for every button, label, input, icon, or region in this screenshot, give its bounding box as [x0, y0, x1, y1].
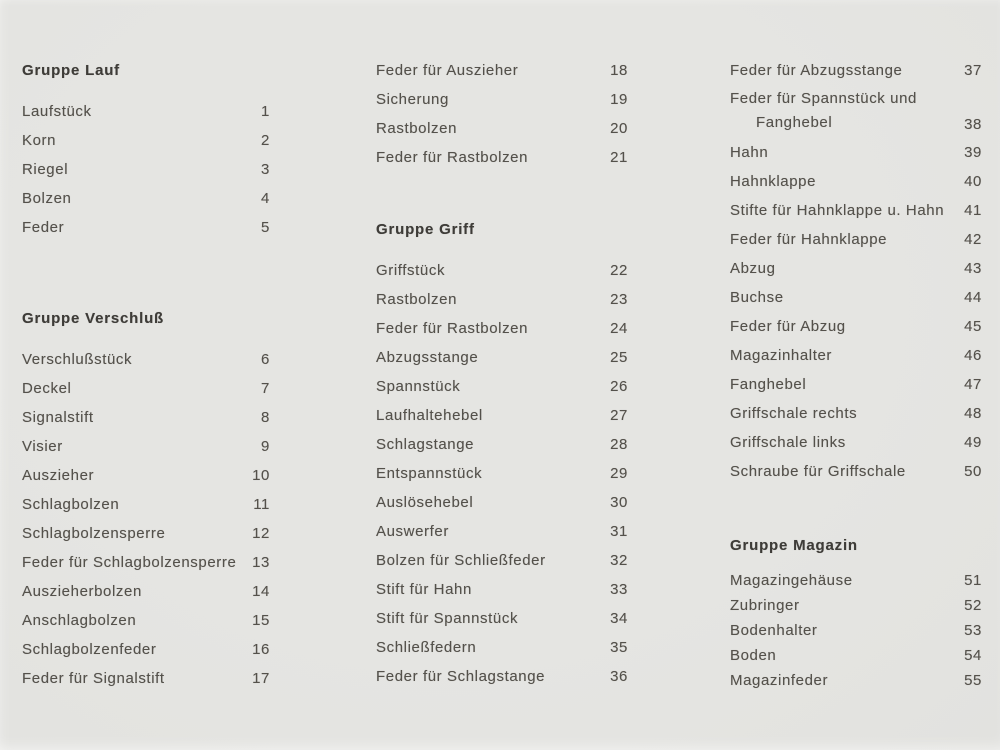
parts-column-right	[730, 0, 982, 693]
part-label-group	[376, 120, 457, 137]
part-label-group	[376, 91, 449, 108]
parts-list-item	[730, 225, 982, 254]
part-label: Magazingehäuse	[730, 572, 853, 589]
part-label: Schraube für Griffschale	[730, 463, 906, 480]
part-label-group	[730, 231, 887, 248]
part-number: 46	[964, 347, 982, 364]
parts-list-item	[730, 56, 982, 85]
parts-list-item	[22, 97, 270, 126]
parts-list-item	[376, 604, 628, 633]
part-label-group	[730, 434, 846, 451]
part-label: Stift für Hahn	[376, 581, 472, 598]
part-label: Abzugsstange	[376, 349, 479, 366]
part-label-group	[22, 612, 136, 629]
part-label-group	[376, 494, 473, 511]
part-number: 45	[964, 318, 982, 335]
part-number: 35	[610, 639, 628, 656]
parts-list-item	[376, 256, 628, 285]
part-number: 49	[964, 434, 982, 451]
part-label: Signalstift	[22, 409, 94, 426]
part-number: 24	[610, 320, 628, 337]
parts-list-item	[376, 143, 628, 172]
part-number: 25	[610, 349, 628, 366]
part-label: Griffschale rechts	[730, 405, 858, 422]
parts-list-item	[22, 519, 270, 548]
parts-list-item	[376, 314, 628, 343]
part-label-group	[376, 378, 460, 395]
parts-section	[376, 215, 628, 691]
part-label-group	[730, 647, 776, 664]
parts-list-item	[376, 517, 628, 546]
part-label: Abzug	[730, 260, 776, 277]
parts-list-item	[730, 668, 982, 693]
parts-list-item	[376, 401, 628, 430]
part-label-group	[730, 173, 816, 190]
part-number: 41	[964, 202, 982, 219]
part-label: Hahn	[730, 144, 769, 161]
part-label-group	[376, 149, 528, 166]
part-label-group	[730, 318, 846, 335]
parts-list-item	[730, 428, 982, 457]
part-number: 18	[610, 62, 628, 79]
part-number: 54	[964, 647, 982, 664]
part-label: Zubringer	[730, 597, 800, 614]
part-number: 52	[964, 597, 982, 614]
part-number: 44	[964, 289, 982, 306]
part-label-group	[22, 496, 119, 513]
part-label-group	[730, 347, 832, 364]
part-label: Schlagbolzenfeder	[22, 641, 157, 658]
part-number: 42	[964, 231, 982, 248]
part-number: 5	[261, 219, 270, 236]
part-label: Feder für Schlagstange	[376, 668, 546, 685]
part-number: 3	[261, 161, 270, 178]
parts-list-item	[22, 184, 270, 213]
part-number: 36	[610, 668, 628, 685]
part-number: 29	[610, 465, 628, 482]
parts-list-item	[730, 399, 982, 428]
parts-list-item	[22, 345, 270, 374]
part-label-group	[376, 668, 545, 685]
part-number: 43	[964, 260, 982, 277]
parts-section	[22, 304, 270, 693]
parts-list-item	[22, 664, 270, 693]
part-label: Griffstück	[376, 262, 446, 279]
part-number: 51	[964, 572, 982, 589]
parts-list-item	[376, 372, 628, 401]
part-label: Hahnklappe	[730, 173, 817, 190]
part-number: 34	[610, 610, 628, 627]
parts-list-item	[22, 126, 270, 155]
part-label: Feder für Abzug	[730, 318, 846, 335]
part-label-group	[376, 581, 472, 598]
part-label-group	[22, 583, 142, 600]
parts-list-item	[376, 488, 628, 517]
part-number: 17	[252, 670, 270, 687]
parts-list-item	[730, 85, 982, 138]
part-label: Rastbolzen	[376, 291, 458, 308]
part-label-group	[730, 62, 902, 79]
part-label-group	[22, 467, 94, 484]
part-label: Boden	[730, 647, 777, 664]
part-number: 53	[964, 622, 982, 639]
parts-list-item	[730, 593, 982, 618]
part-label-group	[730, 463, 906, 480]
part-label-group	[376, 407, 483, 424]
part-label-group	[22, 351, 132, 368]
part-label: Stifte für Hahnklappe u. Hahn	[730, 202, 945, 219]
part-number: 7	[261, 380, 270, 397]
part-label-group	[730, 144, 768, 161]
parts-list-item	[22, 577, 270, 606]
part-label-group	[730, 572, 853, 589]
part-number: 12	[252, 525, 270, 542]
parts-list-item	[22, 461, 270, 490]
parts-list-item	[730, 254, 982, 283]
part-number: 22	[610, 262, 628, 279]
parts-list-item	[22, 213, 270, 242]
part-label: Feder	[22, 219, 65, 236]
part-label-group	[376, 639, 476, 656]
part-label: Feder für Abzugsstange	[730, 62, 903, 79]
parts-list-item	[376, 56, 628, 85]
parts-list-item	[730, 138, 982, 167]
part-label: Anschlagbolzen	[22, 612, 137, 629]
part-number: 40	[964, 173, 982, 190]
parts-list-item	[22, 635, 270, 664]
parts-list-item	[22, 432, 270, 461]
parts-list-item	[22, 490, 270, 519]
part-label: Buchse	[730, 289, 784, 306]
part-number: 2	[261, 132, 270, 149]
part-label-group	[22, 132, 56, 149]
parts-list-item	[730, 283, 982, 312]
part-label: Auszieher	[22, 467, 95, 484]
parts-list-item	[730, 341, 982, 370]
part-number: 13	[252, 554, 270, 571]
parts-list-item	[376, 575, 628, 604]
part-label-group	[22, 190, 71, 207]
part-label: Verschlußstück	[22, 351, 133, 368]
parts-list-item	[376, 633, 628, 662]
part-label-group	[730, 622, 818, 639]
part-label-group	[376, 62, 518, 79]
part-label: Entspannstück	[376, 465, 483, 482]
part-label: Laufstück	[22, 103, 92, 120]
parts-section	[730, 531, 982, 693]
part-number: 27	[610, 407, 628, 424]
parts-section	[22, 56, 270, 242]
parts-list-item	[376, 459, 628, 488]
part-label: Bolzen für Schließfeder	[376, 552, 546, 569]
part-number: 6	[261, 351, 270, 368]
part-label-group	[22, 161, 68, 178]
part-label-group	[730, 376, 806, 393]
part-number: 28	[610, 436, 628, 453]
part-label: Feder für Signalstift	[22, 670, 165, 687]
part-label: Magazinhalter	[730, 347, 833, 364]
parts-list-item	[730, 457, 982, 486]
part-number: 33	[610, 581, 628, 598]
part-label: Stift für Spannstück	[376, 610, 519, 627]
group-header: Gruppe Griff	[376, 221, 475, 238]
part-label-group	[376, 523, 449, 540]
group-header: Gruppe Lauf	[22, 62, 120, 79]
part-label-group	[376, 291, 457, 308]
parts-list-item	[376, 85, 628, 114]
part-number: 55	[964, 672, 982, 689]
parts-list-item	[22, 606, 270, 635]
part-label: Rastbolzen	[376, 120, 458, 137]
part-label: Bolzen	[22, 190, 72, 207]
part-label: Riegel	[22, 161, 69, 178]
part-number: 16	[252, 641, 270, 658]
parts-column-left	[22, 0, 270, 693]
part-label: Auswerfer	[376, 523, 449, 540]
part-number: 48	[964, 405, 982, 422]
part-label: Feder für Rastbolzen	[376, 149, 529, 166]
group-header: Gruppe Verschluß	[22, 310, 164, 327]
part-label: Auslösehebel	[376, 494, 474, 511]
parts-list-item	[730, 167, 982, 196]
part-number: 9	[261, 438, 270, 455]
part-number: 37	[964, 62, 982, 79]
group-header: Gruppe Magazin	[730, 537, 858, 554]
part-number: 30	[610, 494, 628, 511]
part-label-group	[22, 670, 165, 687]
part-label-group	[22, 380, 71, 397]
part-number: 19	[610, 91, 628, 108]
parts-list-item	[730, 370, 982, 399]
parts-list-item	[376, 285, 628, 314]
part-label-group	[22, 641, 156, 658]
part-label: Magazinfeder	[730, 672, 829, 689]
part-label: Schlagbolzen	[22, 496, 120, 513]
part-label: Schließfedern	[376, 639, 477, 656]
parts-section	[376, 56, 628, 172]
part-label-group	[22, 103, 92, 120]
part-label: Feder für Auszieher	[376, 62, 519, 79]
part-label: Visier	[22, 438, 63, 455]
parts-list-item	[22, 548, 270, 577]
part-label: Feder für Rastbolzen	[376, 320, 529, 337]
part-label: Fanghebel	[730, 376, 807, 393]
part-number: 23	[610, 291, 628, 308]
part-number: 11	[253, 496, 270, 513]
part-label-group	[22, 438, 63, 455]
parts-list-item	[730, 196, 982, 225]
parts-list-item	[22, 403, 270, 432]
part-number: 20	[610, 120, 628, 137]
part-label-group	[22, 409, 94, 426]
part-label-group	[22, 219, 64, 236]
parts-list-item	[22, 155, 270, 184]
part-label-group	[376, 436, 474, 453]
part-label-group	[730, 405, 857, 422]
part-number: 15	[252, 612, 270, 629]
part-label-continuation: Fanghebel	[756, 114, 833, 131]
parts-list-item	[376, 546, 628, 575]
part-label: Spannstück	[376, 378, 461, 395]
parts-list-item	[730, 618, 982, 643]
part-label-group	[376, 349, 478, 366]
part-label-group	[376, 610, 518, 627]
parts-list-item	[22, 374, 270, 403]
part-number: 8	[261, 409, 270, 426]
part-label: Bodenhalter	[730, 622, 818, 639]
part-label-group	[730, 672, 828, 689]
parts-list-item	[376, 343, 628, 372]
part-number: 26	[610, 378, 628, 395]
part-label: Schlagstange	[376, 436, 475, 453]
part-label: Feder für Schlagbolzensperre	[22, 554, 237, 571]
part-label-group	[730, 289, 784, 306]
parts-list-item	[376, 662, 628, 691]
part-label-group	[730, 87, 917, 135]
part-number: 50	[964, 463, 982, 480]
part-label-group	[730, 260, 776, 277]
part-label: Schlagbolzensperre	[22, 525, 166, 542]
part-number: 14	[252, 583, 270, 600]
part-number: 21	[610, 149, 628, 166]
part-label: Griffschale links	[730, 434, 846, 451]
parts-section	[730, 56, 982, 486]
parts-list-item	[730, 643, 982, 668]
part-number: 10	[252, 467, 270, 484]
part-label-group	[376, 262, 445, 279]
part-label: Korn	[22, 132, 57, 149]
parts-list-item	[376, 430, 628, 459]
part-number: 39	[964, 144, 982, 161]
part-label-group	[376, 320, 528, 337]
part-number: 31	[610, 523, 628, 540]
part-label: Sicherung	[376, 91, 449, 108]
part-label: Laufhaltehebel	[376, 407, 483, 424]
parts-column-middle	[376, 0, 628, 691]
part-number: 32	[610, 552, 628, 569]
part-label-group	[22, 525, 165, 542]
part-label-group	[376, 465, 482, 482]
part-label-group	[730, 202, 944, 219]
part-label: Feder für Spannstück und	[730, 90, 918, 107]
part-label-group	[22, 554, 236, 571]
part-label: Deckel	[22, 380, 72, 397]
parts-list-item	[376, 114, 628, 143]
part-number: 4	[261, 190, 270, 207]
part-number: 38	[964, 116, 982, 133]
parts-list-item	[730, 312, 982, 341]
part-label-group	[376, 552, 546, 569]
part-label-group	[730, 597, 800, 614]
part-number: 47	[964, 376, 982, 393]
part-number: 1	[261, 103, 270, 120]
parts-list-item	[730, 568, 982, 593]
part-label: Feder für Hahnklappe	[730, 231, 888, 248]
part-label: Auszieherbolzen	[22, 583, 142, 600]
